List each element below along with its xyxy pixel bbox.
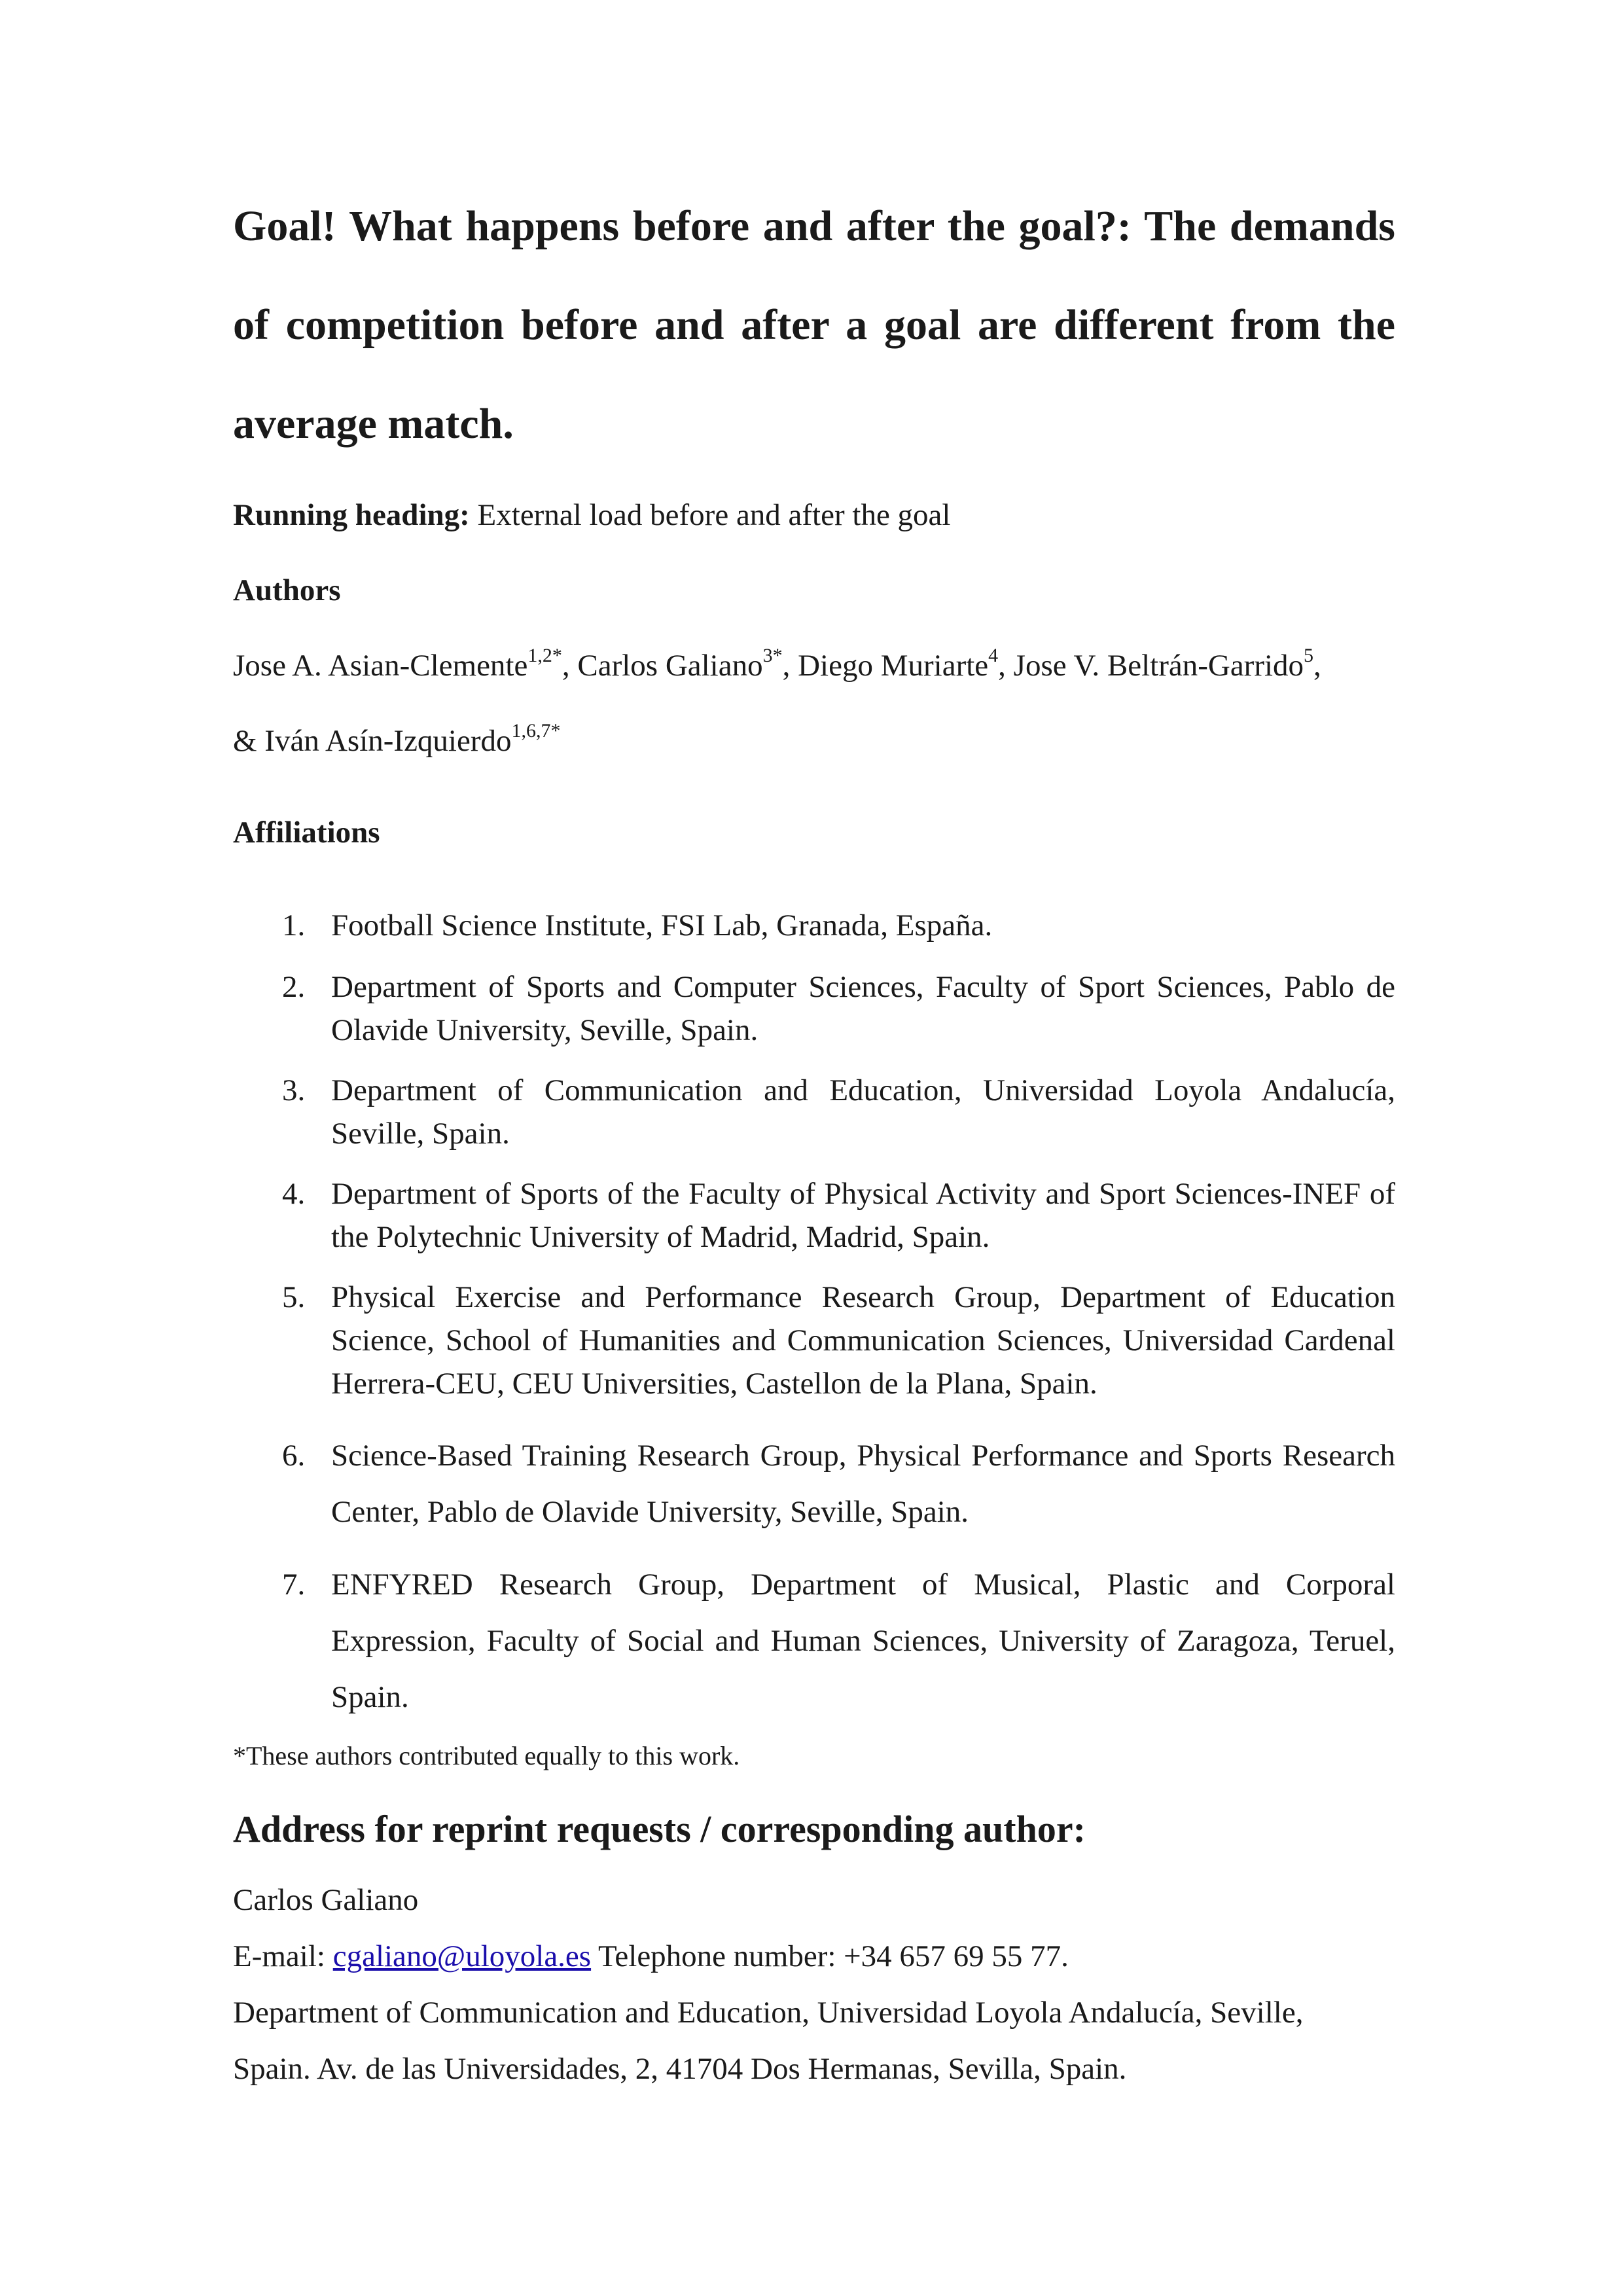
author-name: Diego Muriarte [798,649,989,683]
address-line-1: Department of Communication and Education, Universidad Loyola Andalucía, Seville, [233,1996,1304,2030]
author-affiliation-marker: 1,6,7* [511,720,561,742]
affiliation-text: Physical Exercise and Performance Research Group, Department of Education Science, School of Humanities and Communication Sciences, Universidad Cardenal Herrera-CEU, CEU Universities, Castellon de la Plana, Spain. [331,1280,1395,1401]
title-line-2: of competition before and after a goal are different from the [233,301,1395,349]
authors-heading: Authors [233,573,341,607]
affiliation-number: 2. [282,970,306,1004]
author-affiliation-marker: 5 [1304,645,1314,667]
author-separator: , [998,649,1014,683]
affiliation-text: ENFYRED Research Group, Department of Musical, Plastic and Corporal Expression, Faculty of Social and Human Sciences, University of Zaragoza, Teruel, Spain. [331,1568,1395,1714]
address-line-2: Spain. Av. de las Universidades, 2, 41704 Dos Hermanas, Sevilla, Spain. [233,2052,1127,2086]
correspondence-heading: Address for reprint requests / corresponding author: [233,1808,1086,1850]
running-heading [233,496,1395,534]
affiliation-number: 7. [282,1568,306,1602]
author-separator: , [782,649,798,683]
affiliation-number: 5. [282,1280,306,1314]
affiliation-number: 4. [282,1177,306,1211]
affiliation-number: 1. [282,908,306,942]
correspondence-name: Carlos Galiano [233,1883,419,1917]
email-link[interactable]: cgaliano@uloyola.es [332,1939,592,1973]
title-line-1: Goal! What happens before and after the goal?: The demands [233,202,1395,250]
affiliation-text: Department of Sports of the Faculty of Physical Activity and Sport Sciences-INEF of the Polytechnic University of Madrid, Madrid, Spain. [331,1177,1395,1254]
author-name: Carlos Galiano [577,649,763,683]
paper-title [233,177,1395,473]
telephone-text: Telephone number: +34 657 69 55 77. [591,1939,1069,1973]
affiliation-number: 3. [282,1073,306,1107]
authors-line-1 [233,647,1395,685]
author-name: & Iván Asín-Izquierdo [233,724,512,758]
affiliation-text: Science-Based Training Research Group, Physical Performance and Sports Research Center, Pablo de Olavide University, Seville, Spain. [331,1439,1395,1529]
affiliation-text: Football Science Institute, FSI Lab, Granada, España. [331,908,993,942]
affiliation-number: 6. [282,1439,306,1473]
affiliations-heading: Affiliations [233,816,380,850]
affiliation-text: Department of Communication and Education, Universidad Loyola Andalucía, Seville, Spain. [331,1073,1395,1151]
author-affiliation-marker: 3* [762,645,783,667]
author-affiliation-marker: 4 [988,645,999,667]
author-name: Jose A. Asian-Clemente [233,649,528,683]
correspondence-contact [233,1928,1395,1984]
author-separator: , [562,649,578,683]
equal-contribution-footnote: *These authors contributed equally to this work. [233,1741,740,1770]
affiliation-text: Department of Sports and Computer Sciences, Faculty of Sport Sciences, Pablo de Olavide University, Seville, Spain. [331,970,1395,1047]
running-heading-value: External load before and after the goal [477,498,951,532]
author-name: Jose V. Beltrán-Garrido [1013,649,1304,683]
authors-line-2 [233,722,1395,760]
running-heading-label: Running heading: [233,498,470,532]
title-line-3: average match. [233,400,514,448]
author-separator: , [1313,649,1321,683]
author-affiliation-marker: 1,2* [527,645,562,667]
email-label: E-mail: [233,1939,333,1973]
